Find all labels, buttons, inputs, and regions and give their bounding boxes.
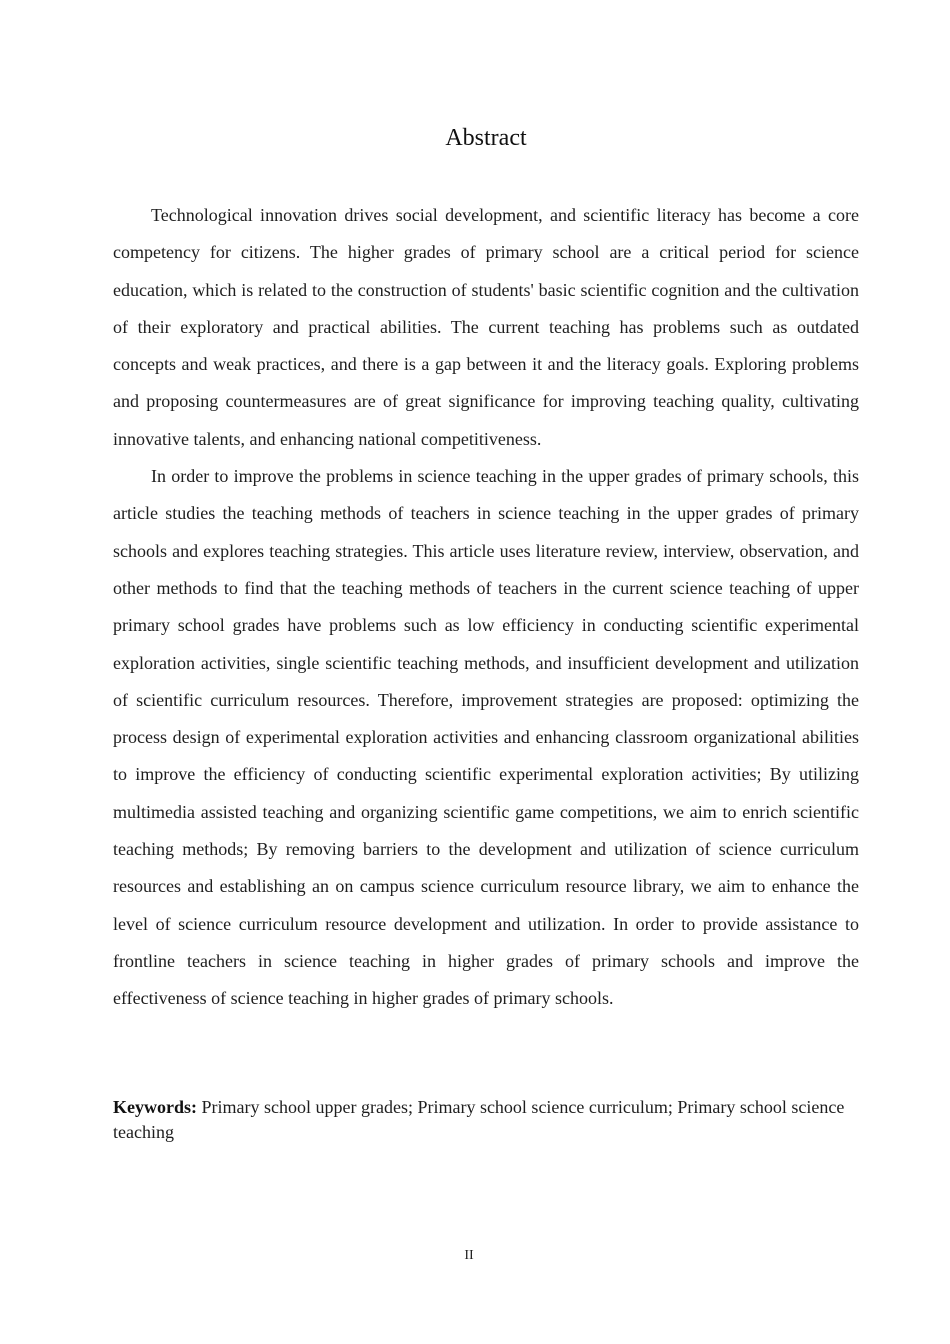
keywords-line: [113, 1095, 859, 1145]
abstract-body: [113, 197, 859, 1018]
abstract-paragraph-1: Technological innovation drives social development, and scientific literacy has become a core competency for citizens. The higher grades of primary school are a critical period for science education, which is related to the construction of students' basic scientific cognition and the cultivation of their exploratory and practical abilities. The current teaching has problems such as outdated concepts and weak practices, and there is a gap between it and the literacy goals. Exploring problems and proposing countermeasures are of great significance for improving teaching quality, cultivating innovative talents, and enhancing national competitiveness.: [113, 205, 859, 449]
page-title: Abstract: [445, 125, 527, 151]
abstract-paragraph-2: In order to improve the problems in science teaching in the upper grades of primary schools, this article studies the teaching methods of teachers in science teaching in the upper grades of primary schools and explores teaching strategies. This article uses literature review, interview, observation, and other methods to find that the teaching methods of teachers in the current science teaching of upper primary school grades have problems such as low efficiency in conducting scientific experimental exploration activities, single scientific teaching methods, and insufficient development and utilization of scientific curriculum resources. Therefore, improvement strategies are proposed: optimizing the process design of experimental exploration activities and enhancing classroom organizational abilities to improve the efficiency of conducting scientific experimental exploration activities; By utilizing multimedia assisted teaching and organizing scientific game competitions, we aim to enrich scientific teaching methods; By removing barriers to the development and utilization of science curriculum resources and establishing an on campus science curriculum resource library, we aim to enhance the level of science curriculum resource development and utilization. In order to provide assistance to frontline teachers in science teaching in higher grades of primary schools and improve the effectiveness of science teaching in higher grades of primary schools.: [113, 466, 859, 1009]
keywords-text: Primary school upper grades; Primary school science curriculum; Primary school science teaching: [113, 1097, 845, 1142]
page-number: II: [464, 1248, 474, 1263]
keywords-label: Keywords:: [113, 1097, 197, 1117]
